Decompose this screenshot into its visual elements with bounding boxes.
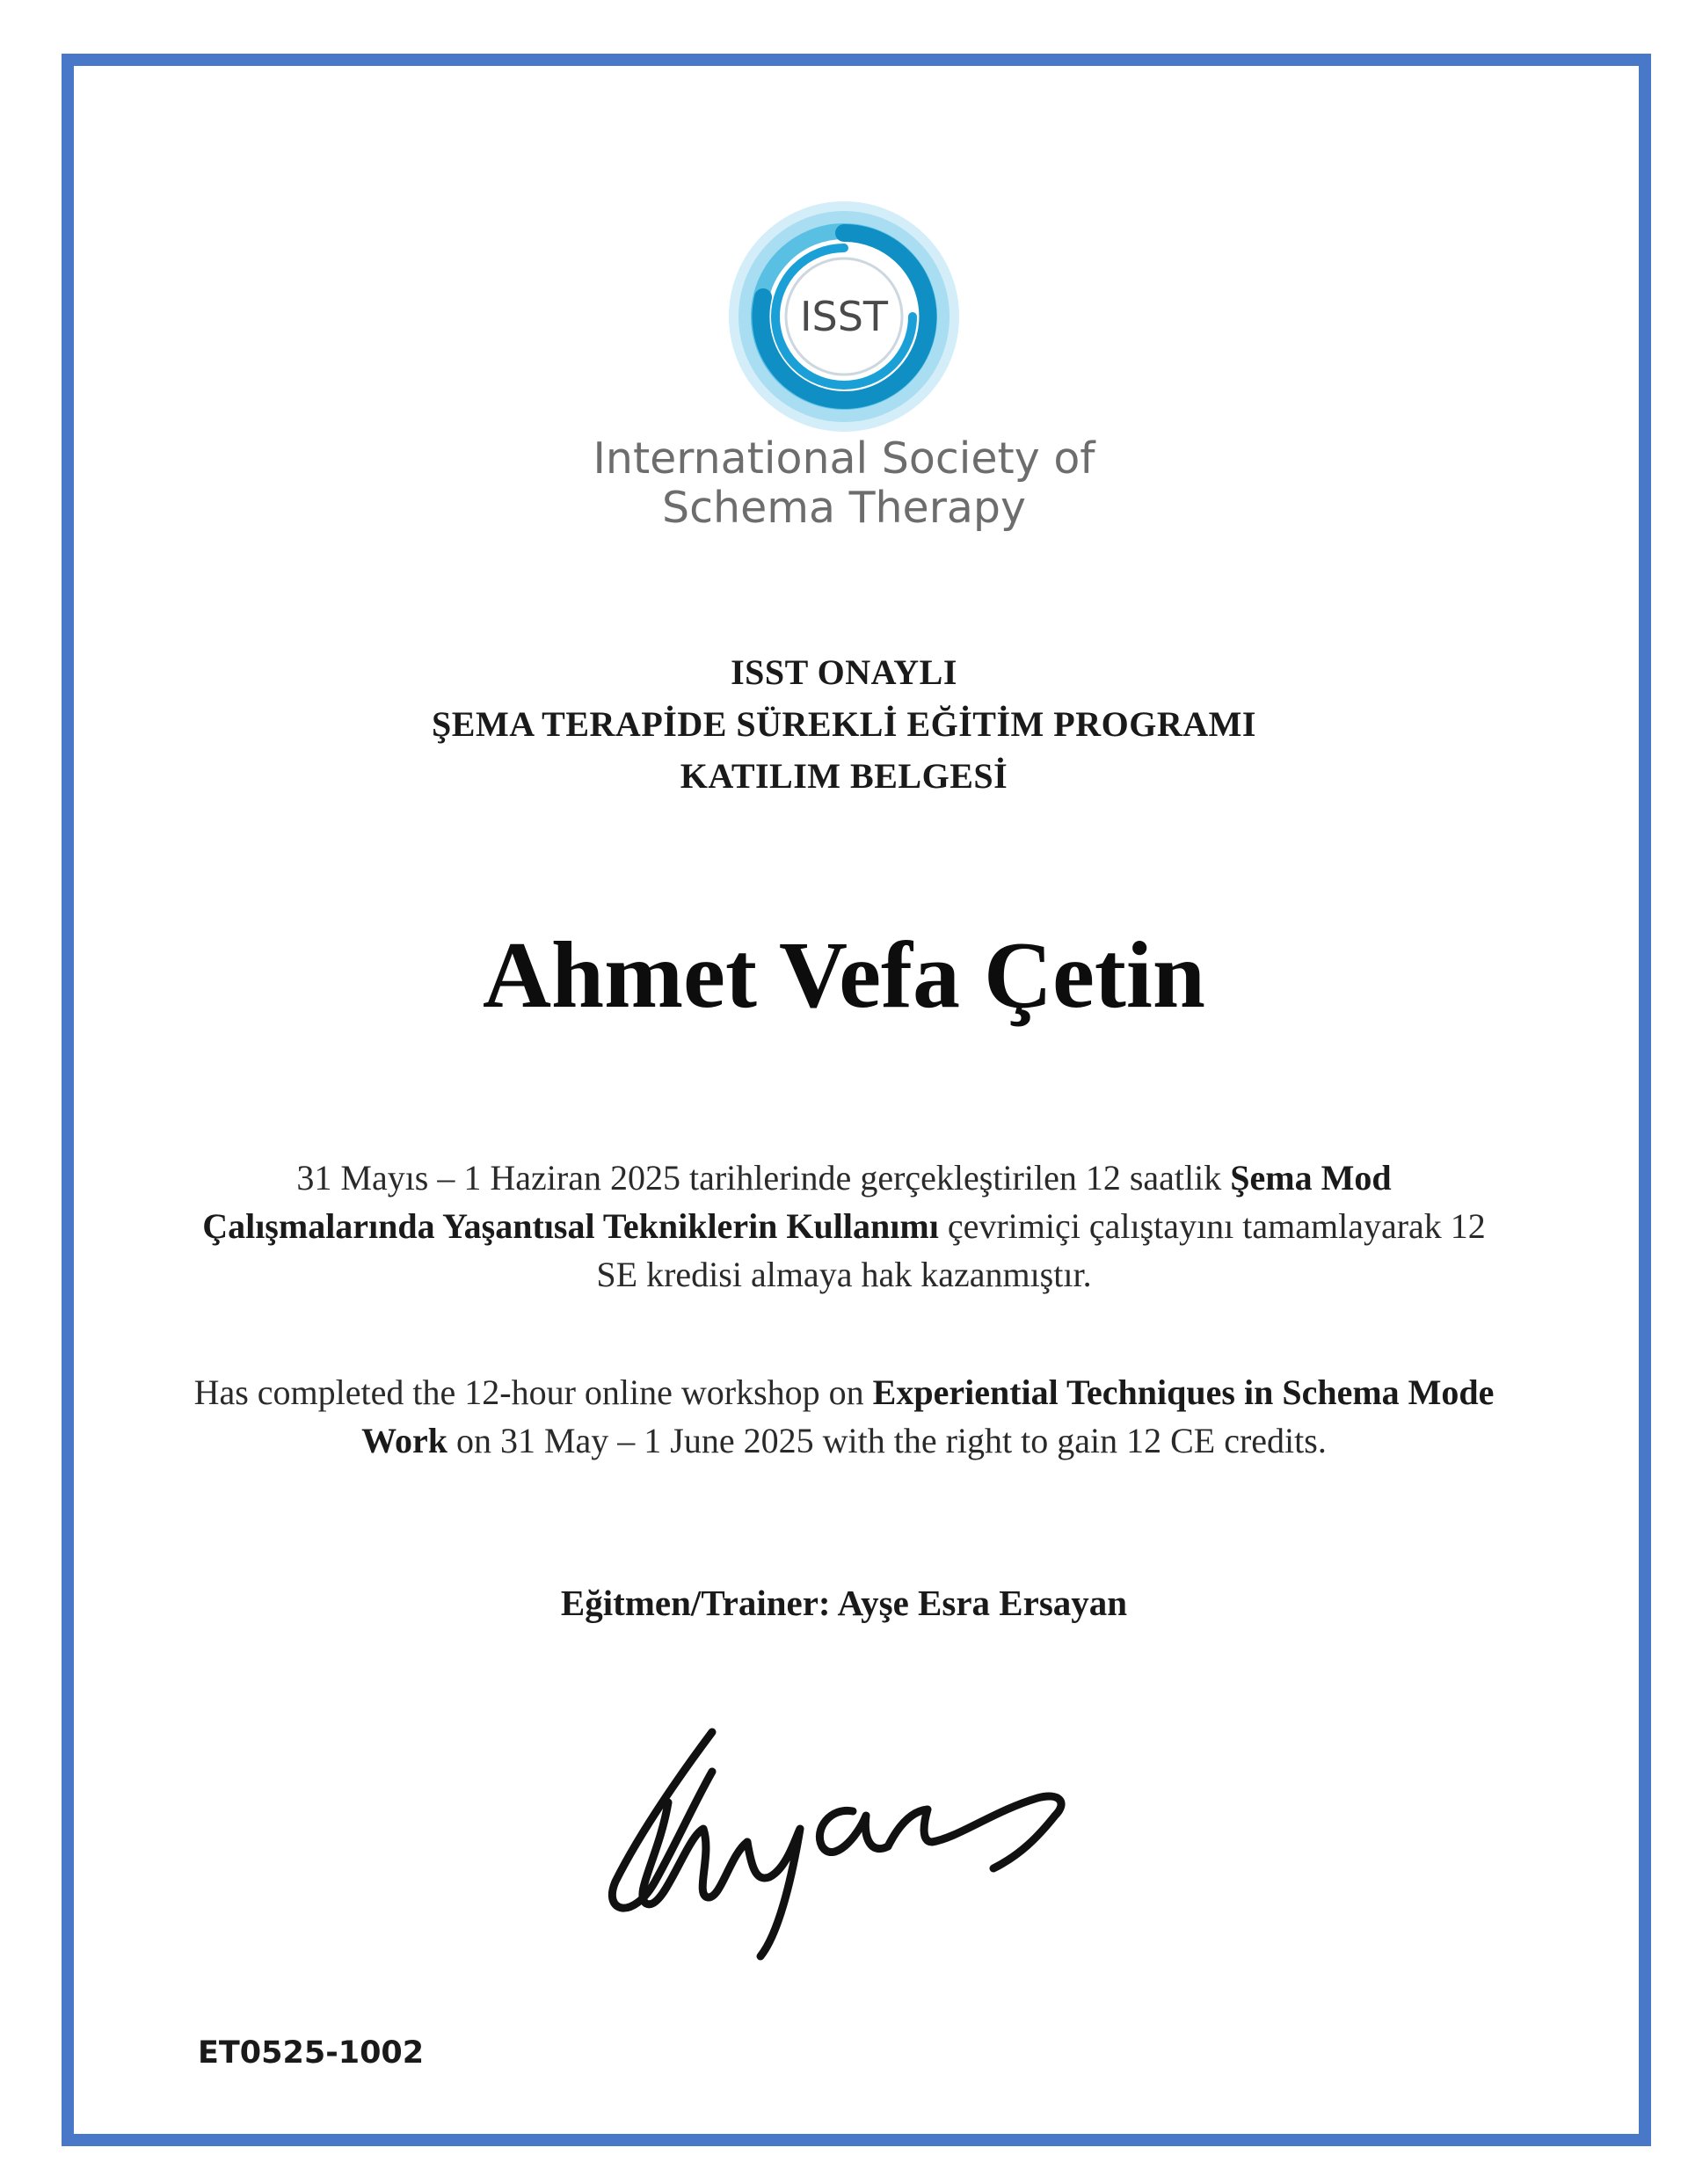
turkish-text-after: çevrimiçi çalıştayını tamamlayarak 12 SE kredisi almaya hak kazanmıştır. [596,1206,1486,1294]
isst-ring-logo-icon [712,185,976,448]
english-description [185,1368,1503,1465]
english-text-before: Has completed the 12-hour online workshop on [193,1372,873,1412]
english-text-after: on 31 May – 1 June 2025 with the right to gain 12 CE credits. [447,1421,1327,1460]
turkish-description [185,1154,1503,1299]
english-workshop-title: Experiential Techniques in Schema Mode Work [361,1372,1495,1460]
isst-logo [0,185,1688,533]
organization-name-line-1: International Society of [593,433,1095,484]
recipient-name: Ahmet Vefa Çetin [483,923,1205,1028]
certificate-heading [0,646,1688,802]
turkish-text-before: 31 Mayıs – 1 Haziran 2025 tarihlerinde gerçekleştirilen 12 saatlik [296,1158,1231,1198]
heading-line-2: ŞEMA TERAPİDE SÜREKLİ EĞİTİM PROGRAMI [432,704,1256,744]
certificate-id: ET0525-1002 [198,2035,425,2071]
organization-name [593,434,1095,533]
heading-line-1: ISST ONAYLI [731,652,957,692]
heading-line-3: KATILIM BELGESİ [680,756,1008,796]
organization-name-line-2: Schema Therapy [661,483,1026,533]
trainer-name: Eğitmen/Trainer: Ayşe Esra Ersayan [560,1583,1128,1623]
logo-abbreviation: ISST [799,293,889,340]
handwritten-signature-icon [580,1706,1081,1961]
turkish-workshop-title: Şema Mod Çalışmalarında Yaşantısal Tekniklerin Kullanımı [202,1158,1392,1246]
